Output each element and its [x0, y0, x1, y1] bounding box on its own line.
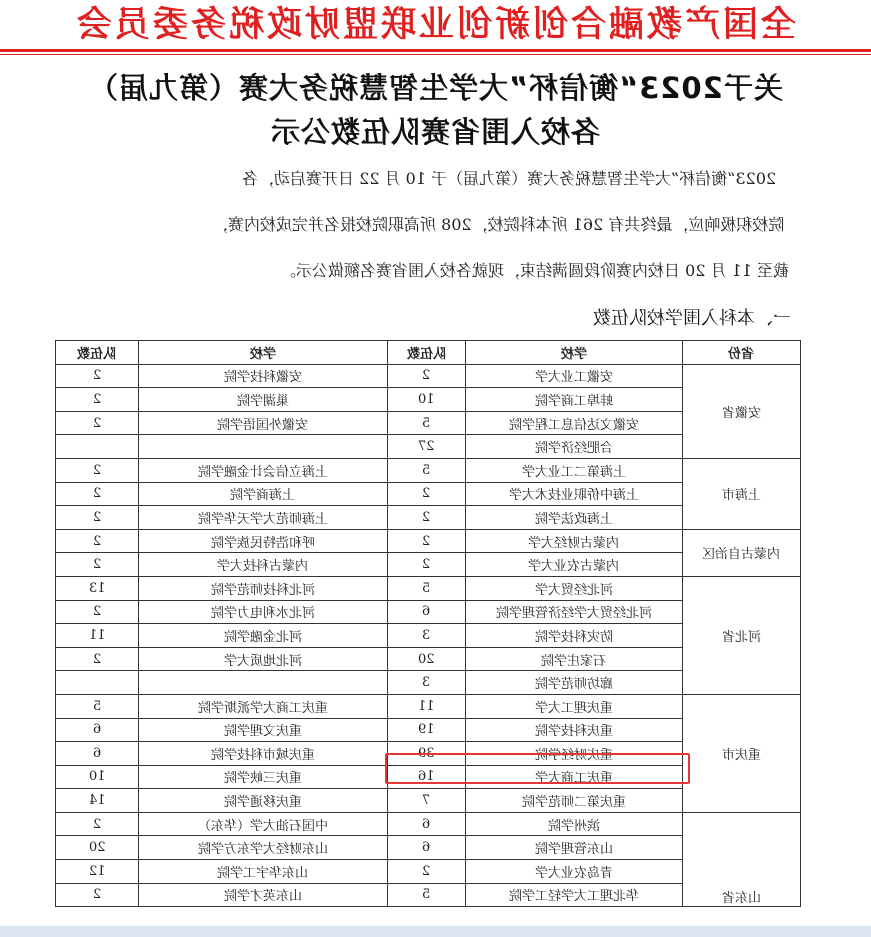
- teams-b-cell: 2: [56, 388, 139, 412]
- teams-a-cell: 7: [388, 789, 466, 813]
- school-b-cell: 河北金融学院: [139, 624, 388, 648]
- teams-b-cell: 2: [56, 529, 139, 553]
- teams-a-cell: 5: [388, 576, 466, 600]
- teams-b-cell: [56, 435, 139, 459]
- school-b-cell: 中国石油大学（华东）: [139, 812, 388, 836]
- red-rule-thin: [0, 54, 871, 55]
- teams-b-cell: 12: [56, 860, 139, 884]
- school-b-cell: 重庆工商大学派斯学院: [139, 694, 388, 718]
- table-row: [56, 529, 801, 553]
- teams-b-cell: 2: [56, 600, 139, 624]
- school-b-cell: [139, 435, 388, 459]
- teams-b-cell: 2: [56, 883, 139, 907]
- teams-a-cell: 16: [388, 765, 466, 789]
- table-row: [56, 458, 801, 482]
- school-a-cell: 石家庄学院: [466, 647, 683, 671]
- header-teams-a: 队伍数: [388, 341, 466, 365]
- school-a-cell: 内蒙古财经大学: [466, 529, 683, 553]
- province-cell: 河北省: [683, 576, 801, 694]
- school-b-cell: 山东华宇工学院: [139, 860, 388, 884]
- teams-b-cell: 2: [56, 482, 139, 506]
- school-b-cell: 河北水利电力学院: [139, 600, 388, 624]
- teams-a-cell: 2: [388, 860, 466, 884]
- table-header-row: [56, 341, 801, 365]
- school-b-cell: 重庆移通学院: [139, 789, 388, 813]
- teams-a-cell: 19: [388, 718, 466, 742]
- school-a-cell: 重庆第二师范学院: [466, 789, 683, 813]
- teams-b-cell: 2: [56, 458, 139, 482]
- table-row: [56, 694, 801, 718]
- teams-a-cell: 3: [388, 671, 466, 695]
- teams-b-cell: 2: [56, 812, 139, 836]
- school-b-cell: 内蒙古科技大学: [139, 553, 388, 577]
- teams-b-cell: 10: [56, 765, 139, 789]
- province-cell: 内蒙古自治区: [683, 529, 801, 576]
- school-a-cell: 山东管理学院: [466, 836, 683, 860]
- org-name: 全国产教融合创新创业联盟财政税务委员会: [74, 5, 797, 45]
- teams-a-cell: 20: [388, 647, 466, 671]
- province-cell: 山东省: [683, 812, 801, 906]
- header-teams-b: 队伍数: [56, 341, 139, 365]
- teams-a-cell: 11: [388, 694, 466, 718]
- teams-a-cell: 27: [388, 435, 466, 459]
- teams-b-cell: 20: [56, 836, 139, 860]
- school-b-cell: 呼和浩特民族学院: [139, 529, 388, 553]
- school-b-cell: 重庆三峡学院: [139, 765, 388, 789]
- teams-a-cell: 6: [388, 600, 466, 624]
- teams-a-cell: 39: [388, 742, 466, 766]
- school-a-cell: 蚌埠工商学院: [466, 388, 683, 412]
- school-a-cell: 上海中侨职业技术大学: [466, 482, 683, 506]
- school-a-cell: 重庆理工大学: [466, 694, 683, 718]
- school-b-cell: 重庆文理学院: [139, 718, 388, 742]
- school-a-cell: 重庆科技学院: [466, 718, 683, 742]
- teams-b-cell: 2: [56, 364, 139, 388]
- teams-b-cell: 2: [56, 506, 139, 530]
- teams-b-cell: 2: [56, 553, 139, 577]
- teams-a-cell: 3: [388, 624, 466, 648]
- school-b-cell: 上海立信会计金融学院: [139, 458, 388, 482]
- school-b-cell: 安徽科技学院: [139, 364, 388, 388]
- teams-a-cell: 2: [388, 482, 466, 506]
- school-a-cell: 安徽文达信息工程学院: [466, 411, 683, 435]
- teams-a-cell: 5: [388, 883, 466, 907]
- teams-b-cell: 2: [56, 411, 139, 435]
- school-a-cell: 防灾科技学院: [466, 624, 683, 648]
- school-a-cell: 青岛农业大学: [466, 860, 683, 884]
- teams-a-cell: 2: [388, 553, 466, 577]
- school-a-cell: 重庆工商大学: [466, 765, 683, 789]
- teams-b-cell: 6: [56, 718, 139, 742]
- intro-line2: 院校积极响应，最终共有 261 所本科院校，208 所高职院校报名并完成校内赛，: [211, 215, 784, 234]
- teams-b-cell: 13: [56, 576, 139, 600]
- school-a-cell: 安徽工业大学: [466, 364, 683, 388]
- header-province: 省份: [683, 341, 801, 365]
- teams-table: [55, 340, 801, 907]
- school-a-cell: 华北理工大学轻工学院: [466, 883, 683, 907]
- school-a-cell: 廊坊师范学院: [466, 671, 683, 695]
- school-b-cell: 巢湖学院: [139, 388, 388, 412]
- red-rule-thick: [0, 49, 871, 52]
- teams-a-cell: 2: [388, 529, 466, 553]
- header-school-a: 学校: [466, 341, 683, 365]
- section-title: 一、本科入围学校队伍数: [593, 308, 791, 329]
- intro-line3: 截至 11 月 20 日校内赛阶段圆满结束，现就各校入围省赛名额做公示。: [279, 261, 789, 280]
- school-b-cell: 安徽外国语学院: [139, 411, 388, 435]
- province-cell: 上海市: [683, 458, 801, 529]
- school-a-cell: 滨州学院: [466, 812, 683, 836]
- header-school-b: 学校: [139, 341, 388, 365]
- school-a-cell: 合肥经济学院: [466, 435, 683, 459]
- teams-a-cell: 10: [388, 388, 466, 412]
- school-a-cell: 上海政法学院: [466, 506, 683, 530]
- teams-a-cell: 5: [388, 458, 466, 482]
- teams-a-cell: 6: [388, 836, 466, 860]
- teams-b-cell: 11: [56, 624, 139, 648]
- table-body: [56, 364, 801, 907]
- teams-b-cell: 2: [56, 647, 139, 671]
- school-b-cell: 重庆城市科技学院: [139, 742, 388, 766]
- school-a-cell: 内蒙古农业大学: [466, 553, 683, 577]
- doc-title-line2: 各校入围省赛队伍数公示: [270, 115, 601, 149]
- school-b-cell: 上海商学院: [139, 482, 388, 506]
- school-b-cell: 山东英才学院: [139, 883, 388, 907]
- school-a-cell: 上海第二工业大学: [466, 458, 683, 482]
- table-row: [56, 812, 801, 836]
- school-a-cell: 河北经贸大学经济管理学院: [466, 600, 683, 624]
- teams-b-cell: 5: [56, 694, 139, 718]
- teams-a-cell: 2: [388, 364, 466, 388]
- table-row: [56, 364, 801, 388]
- school-b-cell: 上海师范大学天华学院: [139, 506, 388, 530]
- school-b-cell: 河北地质大学: [139, 647, 388, 671]
- teams-b-cell: 6: [56, 742, 139, 766]
- school-a-cell: 重庆财经学院: [466, 742, 683, 766]
- teams-a-cell: 2: [388, 506, 466, 530]
- province-cell: 重庆市: [683, 694, 801, 812]
- school-b-cell: 山东财经大学东方学院: [139, 836, 388, 860]
- teams-b-cell: [56, 671, 139, 695]
- school-b-cell: [139, 671, 388, 695]
- school-b-cell: 河北科技师范学院: [139, 576, 388, 600]
- highlight-box: [385, 753, 690, 784]
- teams-a-cell: 6: [388, 812, 466, 836]
- school-a-cell: 河北经贸大学: [466, 576, 683, 600]
- bottom-scroll-strip: [0, 926, 871, 937]
- teams-b-cell: 14: [56, 789, 139, 813]
- province-cell: 安徽省: [683, 364, 801, 458]
- intro-line1: 2023“衡信杯”大学生智慧税务大赛（第九届）于 10 月 22 日开赛启动，各: [241, 169, 776, 188]
- doc-title-line1: 关于2023“衡信杯”大学生智慧税务大赛（第九届）: [88, 71, 783, 105]
- teams-a-cell: 5: [388, 411, 466, 435]
- letterhead: [0, 0, 871, 52]
- table-row: [56, 576, 801, 600]
